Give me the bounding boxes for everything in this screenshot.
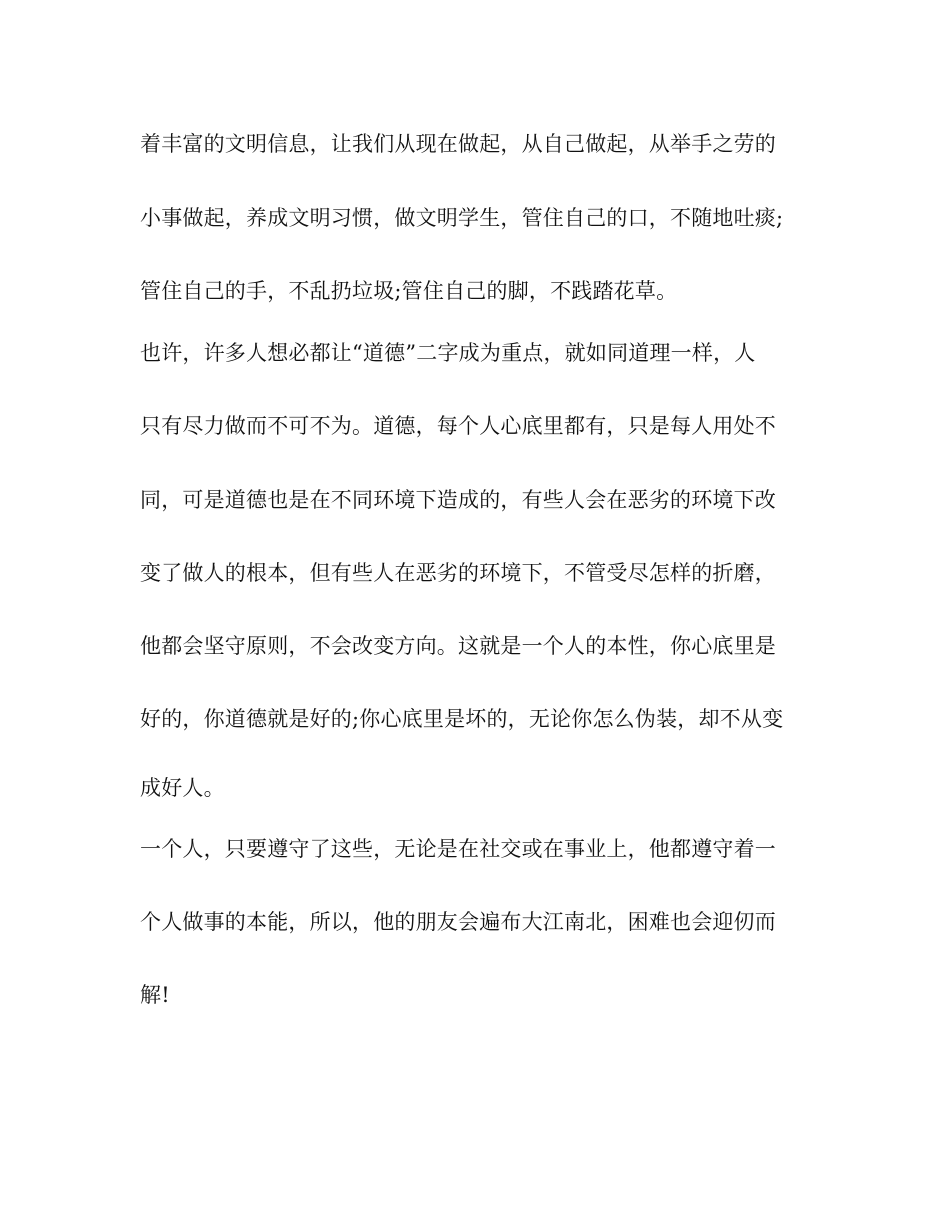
text-line: 一个人，只要遵守了这些，无论是在社交或在事业上，他都遵守着一 <box>140 837 776 861</box>
text-line: 个人做事的本能，所以，他的朋友会遍布大江南北，困难也会迎仞而 <box>140 910 776 934</box>
text-line: 也许，许多人想必都让“道德”二字成为重点，就如同道理一样，人 <box>140 341 756 365</box>
text-line: 小事做起，养成文明习惯，做文明学生，管住自己的口，不随地吐痰; <box>140 206 784 230</box>
text-line: 着丰富的文明信息，让我们从现在做起，从自己做起，从举手之劳的 <box>140 132 776 156</box>
text-line: 变了做人的根本，但有些人在恶劣的环境下，不管受尽怎样的折磨， <box>140 561 776 585</box>
text-line: 同，可是道德也是在不同环境下造成的，有些人会在恶劣的环境下改 <box>140 488 776 512</box>
text-line: 好的，你道德就是好的;你心底里是坏的，无论你怎么伪装，却不从变 <box>140 707 784 731</box>
text-line: 他都会坚守原则，不会改变方向。这就是一个人的本性，你心底里是 <box>140 634 776 658</box>
text-line: 只有尽力做而不可不为。道德，每个人心底里都有，只是每人用处不 <box>140 414 776 438</box>
text-line: 成好人。 <box>140 776 225 800</box>
text-line: 解! <box>140 983 170 1007</box>
text-line: 管住自己的手，不乱扔垃圾;管住自己的脚，不践踏花草。 <box>140 279 678 303</box>
